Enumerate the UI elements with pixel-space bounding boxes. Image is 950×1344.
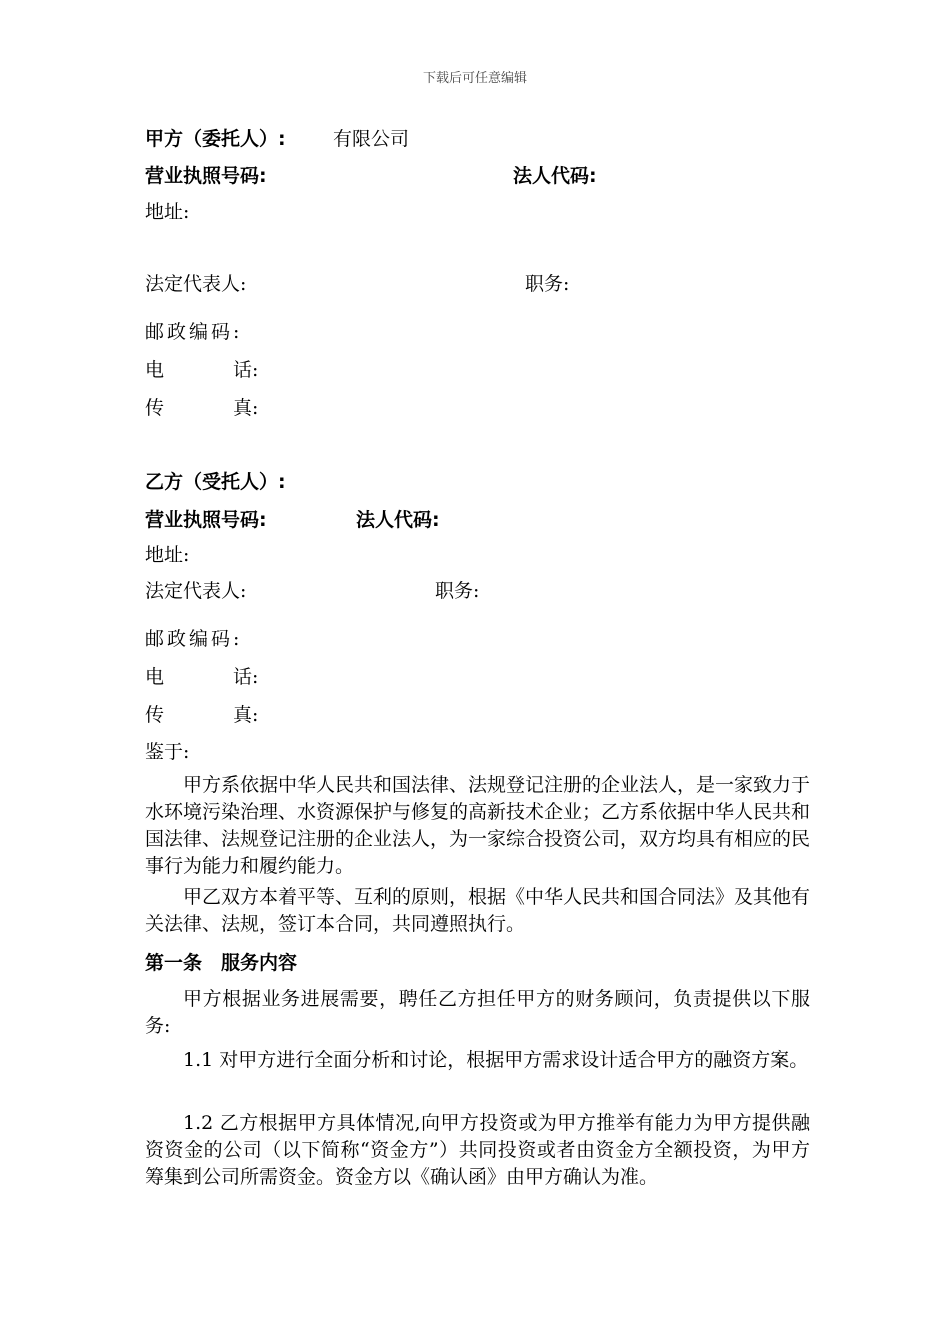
- party-a-company: 有限公司: [333, 128, 410, 150]
- party-b-title: 乙方（受托人）:: [145, 471, 286, 493]
- party-a-phone-label-2: 话:: [233, 359, 259, 381]
- party-b-fax-label-2: 真:: [233, 704, 259, 726]
- party-b-license-label: 营业执照号码:: [145, 509, 267, 531]
- whereas-label: 鉴于:: [145, 741, 190, 763]
- party-b-postcode-label: 邮政编码:: [145, 628, 243, 650]
- party-b-phone-label-1: 电: [145, 666, 165, 688]
- page-header: 下载后可任意编辑: [422, 71, 527, 86]
- party-b-position-label: 职务:: [435, 580, 480, 602]
- party-b-phone-label-2: 话:: [233, 666, 259, 688]
- party-b-rep-label: 法定代表人:: [145, 580, 247, 602]
- party-a-position-label: 职务:: [525, 273, 570, 295]
- party-a-postcode-label: 邮政编码:: [145, 321, 243, 343]
- party-a-license-label: 营业执照号码:: [145, 165, 267, 187]
- party-b-legal-code-label: 法人代码:: [356, 509, 440, 531]
- paragraph-parties-description: 甲方系依据中华人民共和国法律、法规登记注册的企业法人，是一家致力于水环境污染治理、水资源保护与修复的高新技术企业；乙方系依据中华人民共和国法律、法规登记注册的企业法人，为一家综合投资公司，双方均具有相应的民事行为能力和履约能力。: [145, 774, 811, 877]
- party-a-fax-label-2: 真:: [233, 397, 259, 419]
- article-1-item-1: 1.1 对甲方进行全面分析和讨论，根据甲方需求设计适合甲方的融资方案。: [183, 1049, 809, 1071]
- article-1-item-2: 1.2 乙方根据甲方具体情况,向甲方投资或为甲方推举有能力为甲方提供融资资金的公司（以下简称“资金方”）共同投资或者由资金方全额投资，为甲方筹集到公司所需资金。资金方以《确认函》由甲方确认为准。: [145, 1112, 810, 1188]
- party-a-rep-label: 法定代表人:: [145, 273, 247, 295]
- party-b-fax-label-1: 传: [145, 704, 165, 726]
- party-a-phone-label-1: 电: [145, 359, 165, 381]
- article-1-title: 第一条 服务内容: [145, 952, 298, 974]
- party-b-address-label: 地址:: [145, 544, 190, 566]
- party-a-title: 甲方（委托人）:: [145, 128, 286, 150]
- party-a-address-label: 地址:: [145, 201, 190, 223]
- paragraph-principle: 甲乙双方本着平等、互利的原则，根据《中华人民共和国合同法》及其他有关法律、法规，签订本合同，共同遵照执行。: [145, 886, 811, 935]
- party-a-legal-code-label: 法人代码:: [513, 165, 597, 187]
- party-a-fax-label-1: 传: [145, 397, 165, 419]
- article-1-intro: 甲方根据业务进展需要，聘任乙方担任甲方的财务顾问，负责提供以下服务:: [145, 988, 810, 1037]
